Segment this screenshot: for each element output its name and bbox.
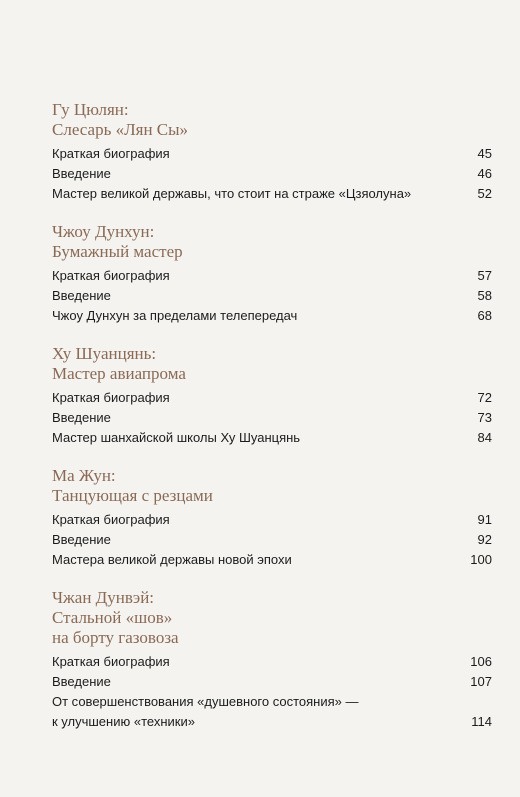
entry-title: Введение (52, 166, 111, 181)
heading-line: Бумажный мастер (52, 242, 183, 261)
heading-line: Ху Шуанцянь: (52, 344, 157, 363)
toc-entry[interactable] (52, 428, 492, 448)
toc-entry[interactable] (52, 510, 492, 530)
entry-title: Краткая биография (52, 268, 170, 283)
page-number: 114 (471, 714, 492, 729)
heading-line: Чжоу Дунхун: (52, 222, 155, 241)
entry-title: От совершенствования «душевного состояния» — (52, 694, 359, 709)
heading-line: Ма Жун: (52, 466, 116, 485)
toc-entry[interactable] (52, 408, 492, 428)
entry-title: Мастер великой державы, что стоит на страже «Цзяолуна» (52, 186, 412, 201)
entry-title: Чжоу Дунхун за пределами телепередач (52, 308, 298, 323)
page-number: 68 (477, 308, 492, 323)
section-heading (52, 222, 492, 262)
page-number: 72 (477, 390, 492, 405)
heading-line: Танцующая с резцами (52, 486, 213, 505)
page-number: 58 (477, 288, 492, 303)
toc-entry[interactable] (52, 144, 492, 164)
toc-section (52, 222, 492, 326)
toc-entry[interactable] (52, 266, 492, 286)
entry-title: к улучшению «техники» (52, 714, 195, 729)
page-number: 52 (477, 186, 492, 201)
heading-line: Слесарь «Лян Сы» (52, 120, 189, 139)
toc-section (52, 100, 492, 204)
entry-title: Мастера великой державы новой эпохи (52, 552, 292, 567)
heading-line: на борту газовоза (52, 628, 179, 647)
toc-section (52, 588, 492, 732)
heading-line: Стальной «шов» (52, 608, 173, 627)
toc-entry[interactable] (52, 286, 492, 306)
toc-entry[interactable] (52, 388, 492, 408)
section-heading (52, 100, 492, 140)
toc-section (52, 466, 492, 570)
entry-title: Краткая биография (52, 390, 170, 405)
table-of-contents (52, 100, 492, 750)
heading-line: Гу Цюлян: (52, 100, 129, 119)
entry-title: Введение (52, 410, 111, 425)
toc-entry[interactable] (52, 672, 492, 692)
toc-entry[interactable] (52, 306, 492, 326)
toc-entry[interactable] (52, 184, 492, 204)
section-heading (52, 344, 492, 384)
entry-title: Введение (52, 674, 111, 689)
section-heading (52, 588, 492, 648)
toc-entry[interactable] (52, 550, 492, 570)
page-number: 106 (470, 654, 492, 669)
toc-entry[interactable] (52, 692, 492, 732)
page-number: 92 (477, 532, 492, 547)
page-number: 45 (477, 146, 492, 161)
entry-title: Мастер шанхайской школы Ху Шуанцянь (52, 430, 301, 445)
toc-entry[interactable] (52, 652, 492, 672)
page-number: 100 (470, 552, 492, 567)
toc-entry[interactable] (52, 530, 492, 550)
entry-title: Введение (52, 532, 111, 547)
toc-section (52, 344, 492, 448)
heading-line: Чжан Дунвэй: (52, 588, 155, 607)
section-heading (52, 466, 492, 506)
entry-title: Краткая биография (52, 146, 170, 161)
entry-title: Введение (52, 288, 111, 303)
heading-line: Мастер авиапрома (52, 364, 186, 383)
entry-title: Краткая биография (52, 512, 170, 527)
page-number: 46 (477, 166, 492, 181)
toc-entry[interactable] (52, 164, 492, 184)
entry-title: Краткая биография (52, 654, 170, 669)
page-number: 57 (477, 268, 492, 283)
page-number: 107 (470, 674, 492, 689)
page-number: 73 (477, 410, 492, 425)
page-number: 84 (477, 430, 492, 445)
page-number: 91 (477, 512, 492, 527)
